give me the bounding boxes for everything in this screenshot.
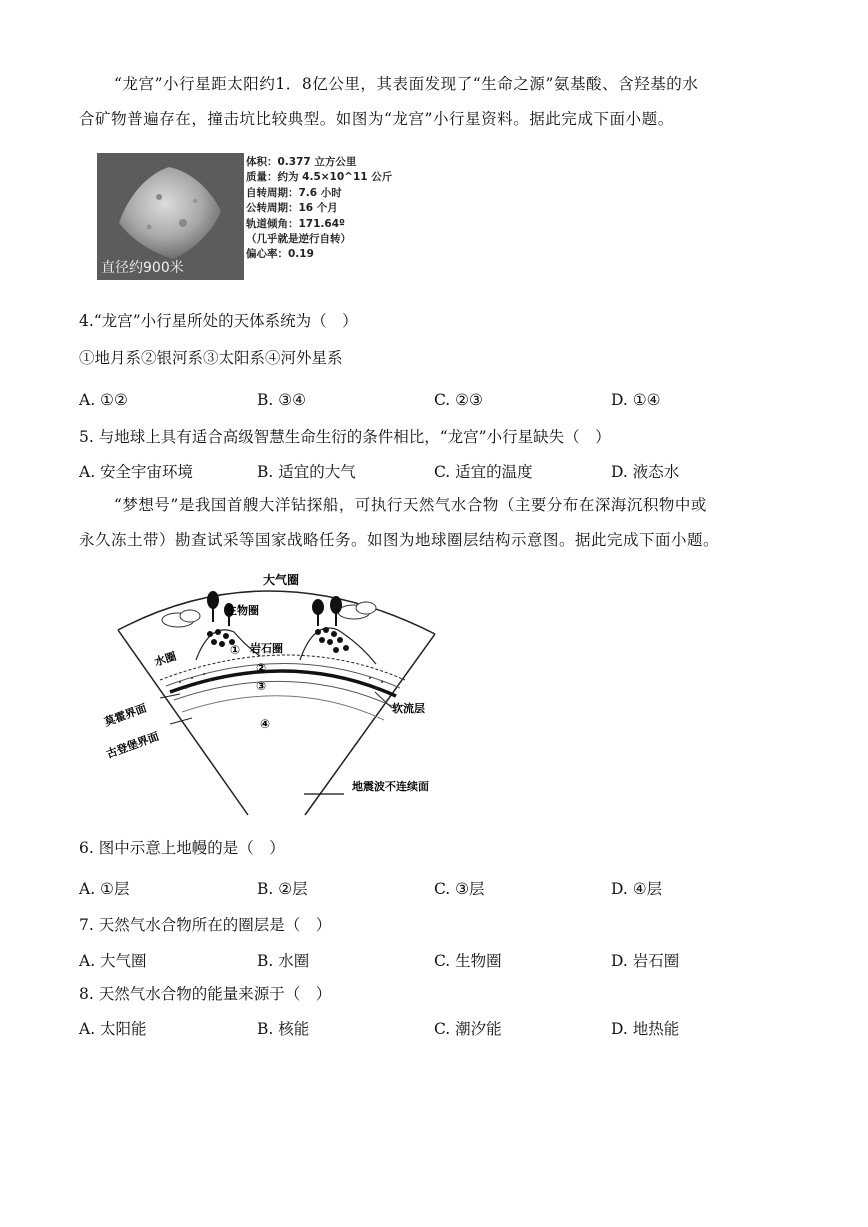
earth-layers-diagram: [100, 560, 470, 820]
label-layer-3: ③: [256, 679, 267, 693]
label-asthenosphere: 软流层: [392, 702, 425, 715]
info-inclination: 轨道倾角：171.64º: [246, 217, 345, 230]
q7-stem: 7. 天然气水合物所在的圈层是（ ）: [79, 916, 332, 934]
label-legend: 地震波不连续面: [352, 780, 429, 793]
q4-option-a[interactable]: A. ①②: [79, 391, 128, 409]
info-volume: 体积：0.377 立方公里: [246, 156, 357, 168]
q4-option-c[interactable]: C. ②③: [434, 391, 483, 409]
q7-option-a[interactable]: A. 大气圈: [79, 952, 147, 970]
q5-option-d[interactable]: D. 液态水: [611, 463, 680, 481]
label-biosphere: 生物圈: [226, 604, 259, 617]
q8-option-b[interactable]: B. 核能: [257, 1020, 310, 1038]
info-rotation-period: 自转周期：7.6 小时: [246, 186, 342, 199]
q4-items: ①地月系②银河系③太阳系④河外星系: [79, 349, 343, 367]
q8-option-c[interactable]: C. 潮汐能: [434, 1020, 502, 1038]
asteroid-info: [246, 155, 392, 263]
intro2-line2: 永久冻土带）勘查试采等国家战略任务。如图为地球圈层结构示意图。据此完成下面小题。: [79, 531, 720, 549]
q4-option-b[interactable]: B. ③④: [257, 391, 307, 409]
asteroid-caption: 直径约900米: [101, 260, 184, 276]
label-hydrosphere: 水圈: [152, 649, 178, 669]
q4-stem: 4.“龙宫”小行星所处的天体系统为（ ）: [79, 312, 358, 330]
q6-option-c[interactable]: C. ③层: [434, 880, 485, 898]
label-layer-1: ①: [230, 643, 241, 657]
label-gutenberg: 古登堡界面: [104, 729, 161, 761]
q6-option-a[interactable]: A. ①层: [79, 880, 130, 898]
label-atmosphere: 大气圈: [263, 573, 300, 587]
label-layer-2: ②: [256, 661, 267, 675]
intro2-line1: “梦想号”是我国首艘大洋钻探船，可执行天然气水合物（主要分布在深海沉积物中或: [114, 496, 707, 514]
q6-option-d[interactable]: D. ④层: [611, 880, 663, 898]
q4-option-d[interactable]: D. ①④: [611, 391, 661, 409]
q6-option-b[interactable]: B. ②层: [257, 880, 308, 898]
label-lithosphere: 岩石圈: [250, 642, 283, 655]
q6-stem: 6. 图中示意上地幔的是（ ）: [79, 839, 285, 857]
q5-stem: 5. 与地球上具有适合高级智慧生命生衍的条件相比，“龙宫”小行星缺失（ ）: [79, 428, 611, 446]
intro1-line2: 合矿物普遍存在，撞击坑比较典型。如图为“龙宫”小行星资料。据此完成下面小题。: [79, 110, 674, 128]
q5-option-b[interactable]: B. 适宜的大气: [257, 463, 356, 481]
label-layer-4: ④: [260, 717, 271, 731]
label-moho: 莫霍界面: [102, 701, 149, 729]
q8-option-a[interactable]: A. 太阳能: [79, 1020, 147, 1038]
q5-option-a[interactable]: A. 安全宇宙环境: [79, 463, 194, 481]
q7-option-d[interactable]: D. 岩石圈: [611, 952, 680, 970]
info-orbital-period: 公转周期：16 个月: [246, 202, 338, 215]
asteroid-photo: [97, 153, 244, 280]
q7-option-c[interactable]: C. 生物圈: [434, 952, 502, 970]
q7-option-b[interactable]: B. 水圈: [257, 952, 310, 970]
info-eccentricity: 偏心率：0.19: [246, 248, 314, 261]
info-retrograde-note: （几乎就是逆行自转）: [246, 233, 351, 246]
intro1-line1: “龙宫”小行星距太阳约1．8亿公里，其表面发现了“生命之源”氨基酸、含羟基的水: [114, 75, 699, 93]
q8-stem: 8. 天然气水合物的能量来源于（ ）: [79, 985, 332, 1003]
q5-option-c[interactable]: C. 适宜的温度: [434, 463, 533, 481]
info-mass: 质量：约为 4.5×10^11 公斤: [246, 171, 393, 184]
q8-option-d[interactable]: D. 地热能: [611, 1020, 680, 1038]
